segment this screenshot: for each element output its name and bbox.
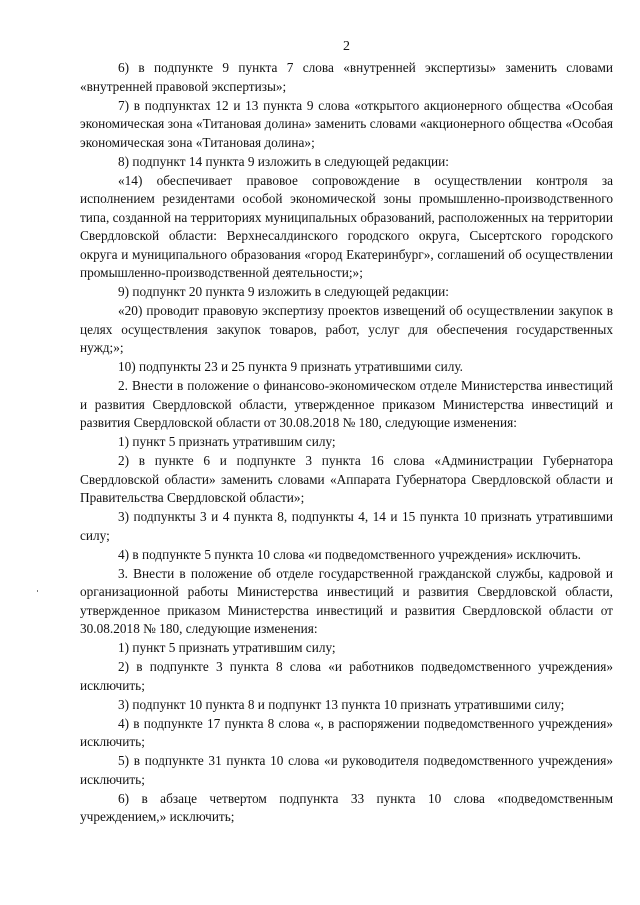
paragraph-section-3-item-1: 1) пункт 5 признать утратившим силу; — [118, 640, 336, 655]
paragraph-quote-20: «20) проводит правовую экспертизу проектов извещений об осуществлении закупок в целях осуществления закупок товаров, работ, услуг для обеспечения государственных нужд;»; — [80, 303, 613, 355]
paragraph-quote-14: «14) обеспечивает правовое сопровождение в осуществлении контроля за исполнением резидентами особой экономической зоны промышленно-производственного типа, созданной на территориях муниципальных образований, расположенных на территории Свердловской области: Верхнесалдинского городского округа, Сысертского городского округа и муниципального образования «город Екатеринбург», соглашений об осуществлении промышленно-производственной деятельности;»; — [80, 172, 613, 280]
paragraph-item-7: 7) в подпунктах 12 и 13 пункта 9 слова «открытого акционерного общества «Особая экономическая зона «Титановая долина» заменить словами «акционерного общества «Особая экономическая зона «Титановая долина»; — [80, 97, 613, 150]
scan-mark — [37, 590, 38, 592]
paragraph-section-3-item-3: 3) подпункт 10 пункта 8 и подпункт 13 пункта 10 признать утратившими силу; — [118, 696, 565, 712]
paragraph-item-6: 6) в подпункте 9 пункта 7 слова «внутренней экспертизы» заменить словами «внутренней правовой экспертизы»; — [80, 60, 613, 94]
paragraph-item-8: 8) подпункт 14 пункта 9 изложить в следующей редакции: — [118, 153, 449, 169]
paragraph-section-3-item-4: 4) в подпункте 17 пункта 8 слова «, в распоряжении подведомственного учреждения» исключить; — [80, 715, 613, 749]
paragraph-item-10: 10) подпункты 23 и 25 пункта 9 признать утратившими силу. — [118, 359, 463, 374]
paragraph-section-2-item-4: 4) в подпункте 5 пункта 10 слова «и подведомственного учреждения» исключить. — [118, 546, 581, 562]
paragraph-section-3-item-6: 6) в абзаце четвертом подпункта 33 пункта 10 слова «подведомственным учреждением,» исключить; — [80, 790, 613, 824]
paragraph-section-3-item-2: 2) в подпункте 3 пункта 8 слова «и работников подведомственного учреждения» исключить; — [80, 659, 613, 693]
page-number: 2 — [343, 39, 350, 54]
paragraph-section-2: 2. Внести в положение о финансово-экономическом отделе Министерства инвестиций и развития Свердловской области, утвержденное приказом Министерства инвестиций и развития Свердловской области от 30.08.2018 № 180, следующие изменения: — [80, 378, 613, 430]
paragraph-section-2-item-1: 1) пункт 5 признать утратившим силу; — [118, 434, 336, 449]
paragraph-item-9: 9) подпункт 20 пункта 9 изложить в следующей редакции: — [118, 284, 449, 299]
document-page — [80, 0, 613, 827]
paragraph-section-3-item-5: 5) в подпункте 31 пункта 10 слова «и руководителя подведомственного учреждения» исключить; — [80, 753, 613, 787]
paragraph-section-3: 3. Внести в положение об отделе государственной гражданской службы, кадровой и организационной работы Министерства инвестиций и развития Свердловской области, утвержденное приказом Министерства инвестиций и развития Свердловской области от 30.08.2018 № 180, следующие изменения: — [80, 565, 613, 636]
paragraph-section-2-item-3: 3) подпункты 3 и 4 пункта 8, подпункты 4, 14 и 15 пункта 10 признать утратившими силу; — [80, 509, 613, 543]
paragraph-section-2-item-2: 2) в пункте 6 и подпункте 3 пункта 16 слова «Администрации Губернатора Свердловской области» заменить словами «Аппарата Губернатора Свердловской области и Правительства Свердловской области»; — [80, 453, 613, 505]
